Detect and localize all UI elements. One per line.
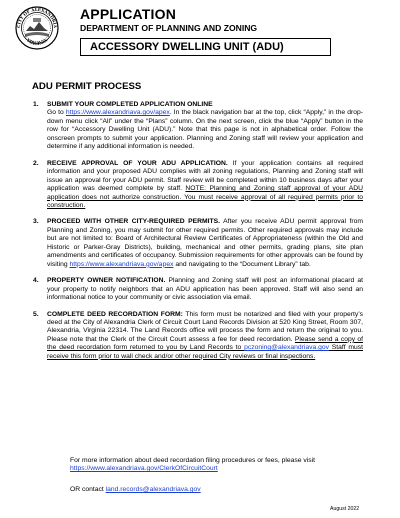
document-date: August 2022 <box>330 506 360 512</box>
application-heading: APPLICATION <box>80 6 177 22</box>
step-note: NOTE: Planning and Zoning staff approval of your ADU application does not authorize construction. You must receive approval of all required permits prior to construction. <box>47 185 364 209</box>
contact-prefix: OR contact <box>70 486 106 493</box>
step-heading: RECEIVE APPROVAL OF YOUR ADU APPLICATION. <box>47 159 228 167</box>
step-number: 1. <box>33 101 39 108</box>
step-text: Go to <box>47 109 66 117</box>
svg-text:VIRGINIA: VIRGINIA <box>25 37 49 47</box>
step-3 <box>33 218 363 269</box>
step-text: If your application contains all required information and your proposed ADU complies with all zoning regulations, Planning and Zoning staff will issue an approval for your ADU permit. Staff review will be completed within 10 business days after your application was deemed complete by staff. <box>47 159 363 193</box>
city-seal-logo <box>15 6 59 50</box>
step-text: After you receive ADU permit approval from Planning and Zoning, you may submit for other required permits. Other required approvals may include but are not limited to: Board of Architectural Review Certificates of Appropriateness (within the Old and Historic or Parker-Gray Districts), building, mechanical and other permits, grading plans, site plan amendments and certificates of occupancy. Submission requirements for other approvals can be found by visiting <box>47 218 363 268</box>
step-2 <box>33 160 363 211</box>
step-text: . In the black navigation bar at the top, click “Apply,” in the drop-down menu click “All” under the “Plans” column. On the next screen, click the blue “Apply” button in the row for “Accessory Dwelling Unit (ADU).” Note that this page is not in alphabetical order. Follow the onscreen prompts to submit your application. Planning and Zoning staff will review your application and determine if any additional information is needed. <box>47 109 364 151</box>
clerk-of-court-link[interactable]: https://www.alexandriava.gov/ClerkOfCircuitCourt <box>70 465 218 473</box>
step-heading: COMPLETE DEED RECORDATION FORM: <box>47 310 183 318</box>
step-heading: PROCEED WITH OTHER CITY-REQUIRED PERMITS. <box>47 218 220 226</box>
step-heading: PROPERTY OWNER NOTIFICATION. <box>47 277 166 285</box>
more-info-label: For more information about deed recordation filing procedures or fees, please visit <box>70 457 316 464</box>
department-heading: DEPARTMENT OF PLANNING AND ZONING <box>80 23 258 33</box>
step-number: 3. <box>33 218 39 226</box>
form-name-box: ACCESSORY DWELLING UNIT (ADU) <box>80 38 331 56</box>
step-1 <box>33 101 363 152</box>
more-info-text <box>70 457 370 474</box>
step-number: 5. <box>33 310 39 318</box>
step-note: Please send a copy of the deed recordation form returned to you by Land Records to <box>47 335 363 352</box>
apex-link[interactable]: https://www.alexandriava.gov/apex <box>65 109 170 117</box>
step-5 <box>33 311 363 362</box>
step-text: and navigating to the “Document Library” tab. <box>173 260 311 268</box>
step-text: Planning and Zoning staff will post an informational placard at your property to notify neighbors that an ADU application has been approved. Staff will also send an informational notice to your community or civic association via email. <box>47 277 363 302</box>
step-text: This form must be notarized and filed with your property’s deed at the City of Alexandria Clerk of Circuit Court Land Records Division at 520 King Street, Room 307, Alexandria, Virginia 22314. The Land Records office will process the form and return the original to you. Please note that the Clerk of the Circuit Court assess a fee for deed recordation. <box>47 310 363 343</box>
step-4 <box>33 277 363 302</box>
contact-line <box>70 486 201 493</box>
pczoning-email-link[interactable]: pczoning@alexandriava.gov <box>244 344 329 352</box>
step-heading: SUBMIT YOUR COMPLETED APPLICATION ONLINE <box>47 101 213 108</box>
apex-link[interactable]: https://www.alexandriava.gov/apex <box>69 260 174 268</box>
section-title: ADU PERMIT PROCESS <box>32 81 142 92</box>
permit-steps-list <box>33 101 363 361</box>
land-records-email-link[interactable]: land.records@alexandriava.gov <box>105 486 201 493</box>
step-number: 2. <box>33 159 39 167</box>
svg-text:CITY OF ALEXANDRIA: CITY OF ALEXANDRIA <box>15 6 59 29</box>
step-number: 4. <box>33 277 39 285</box>
step-note: Staff must receive this form prior to wall check and/or other required City reviews or final inspections. <box>47 344 363 360</box>
